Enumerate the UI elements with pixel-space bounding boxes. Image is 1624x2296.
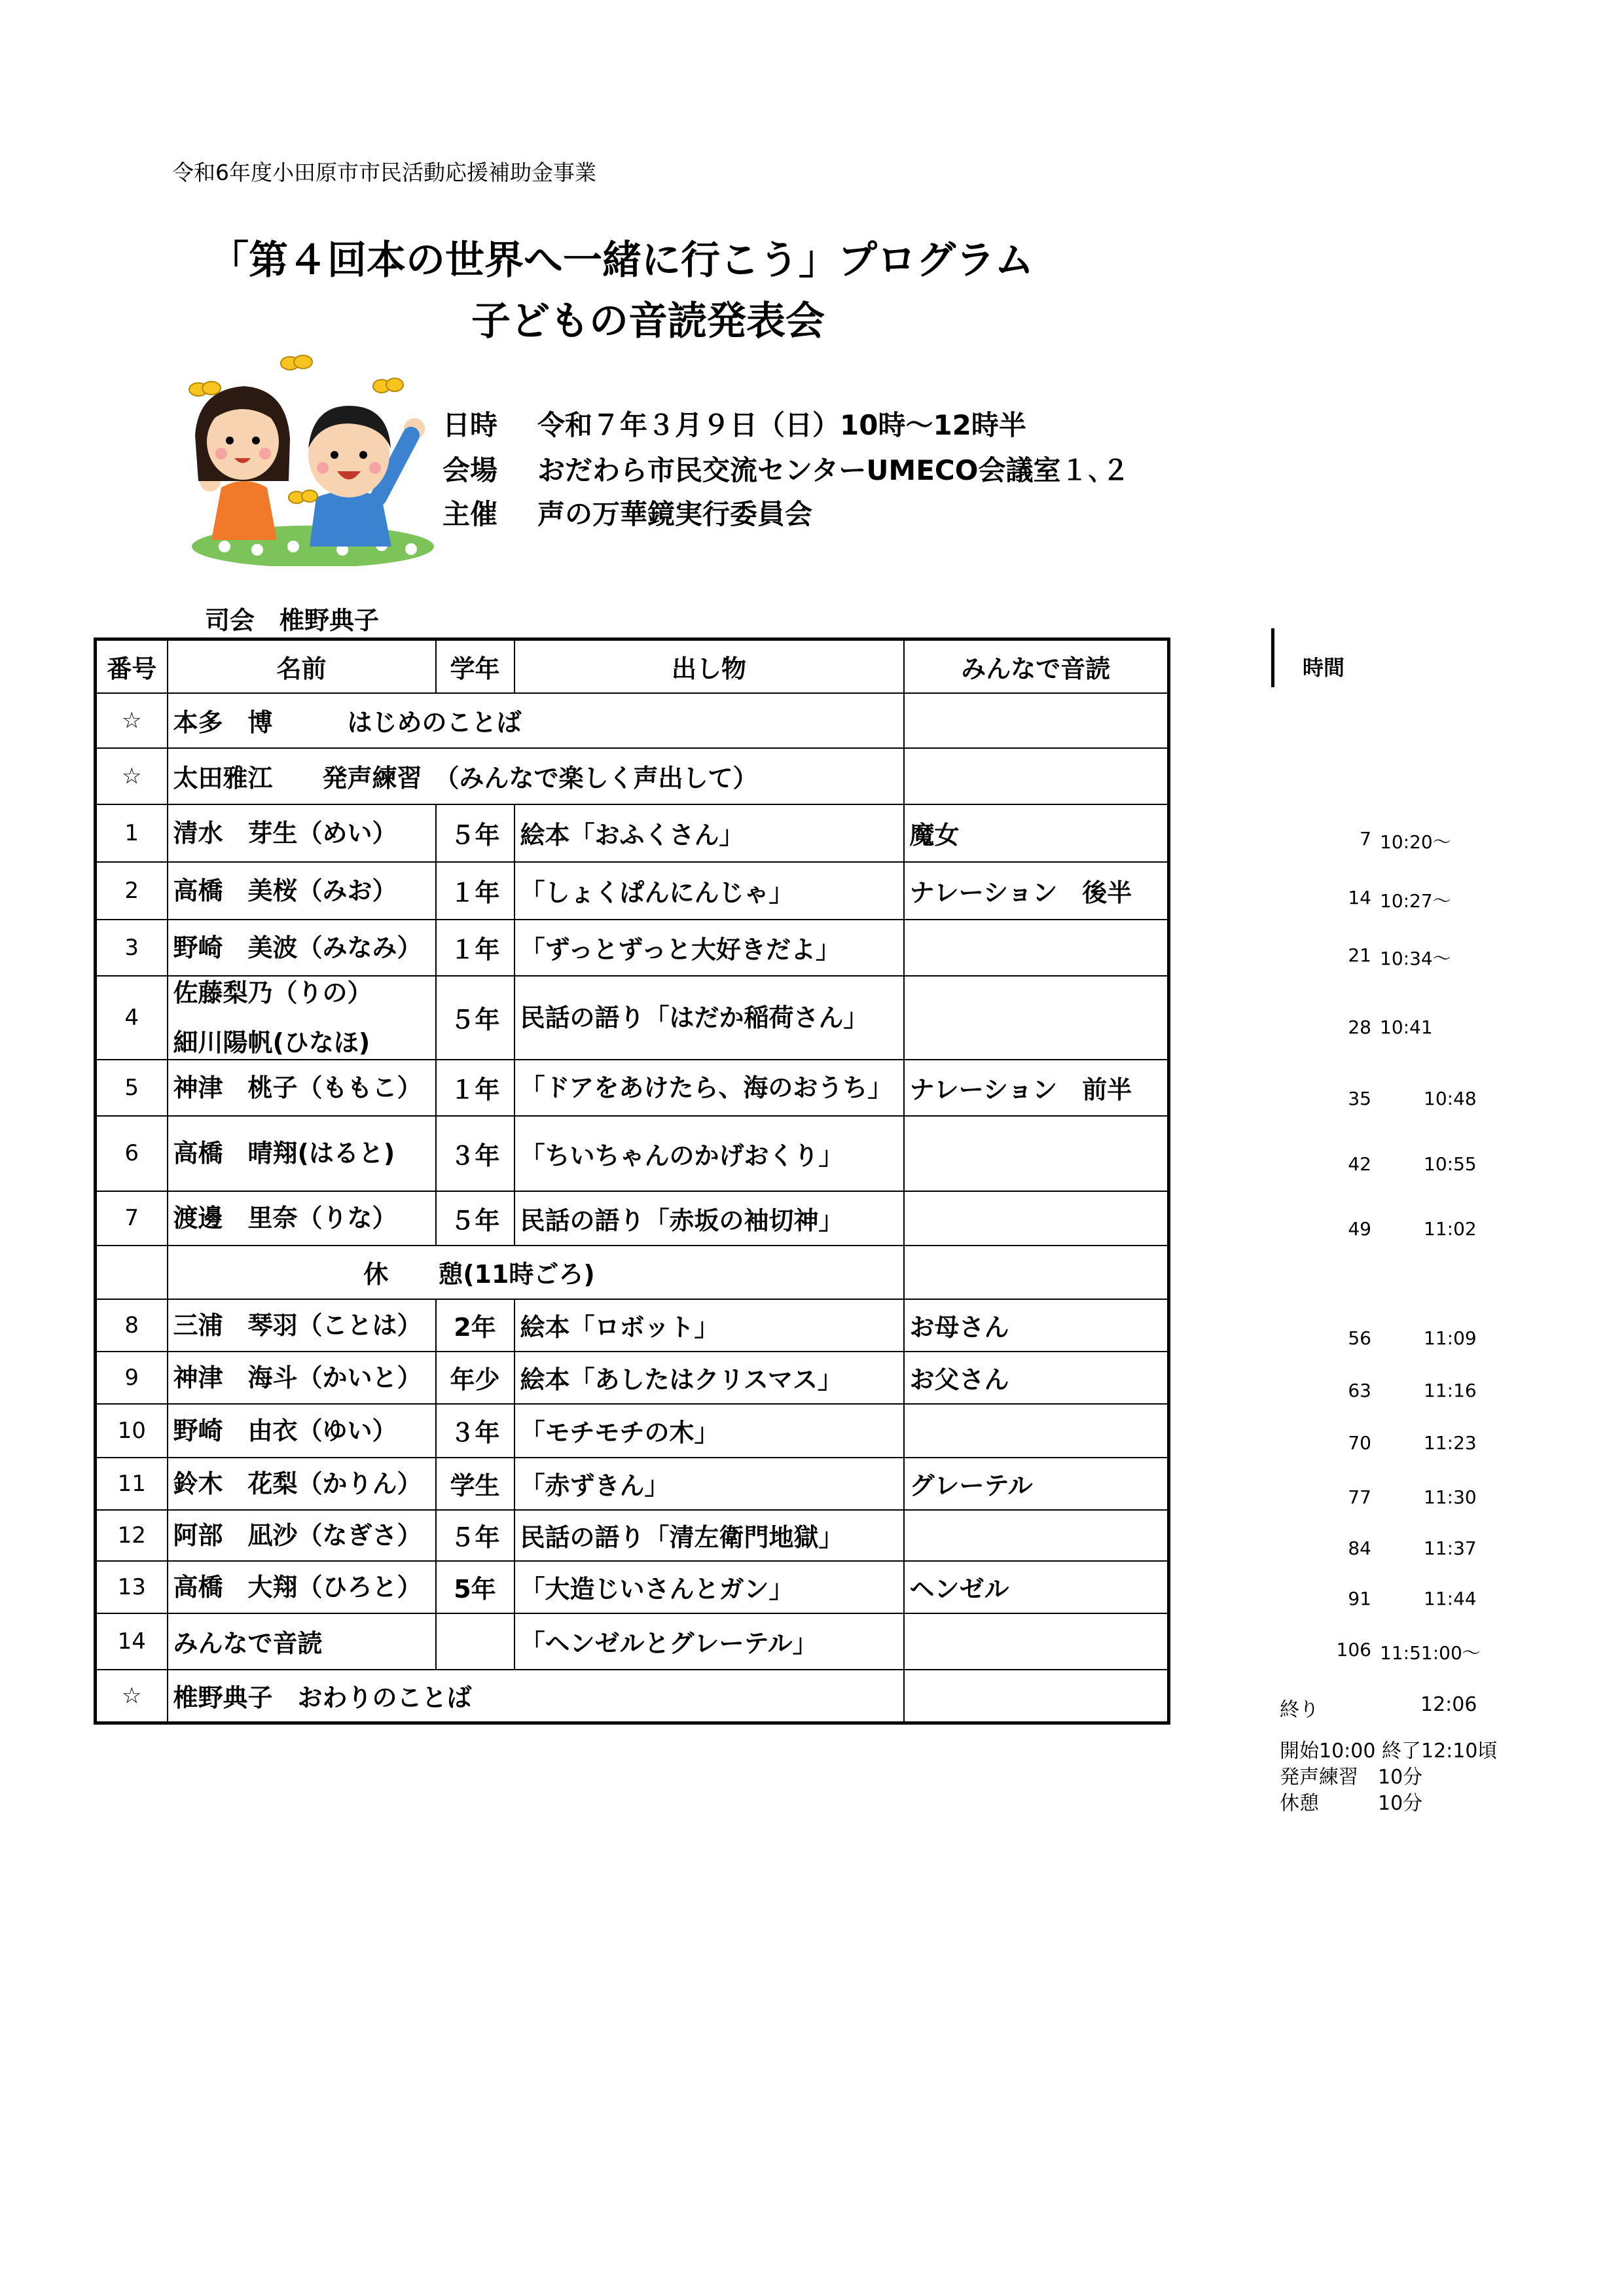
timeline-minutes: 84: [1348, 1537, 1371, 1559]
row-group: ヘンゼル: [904, 1561, 1169, 1613]
row-number: 11: [96, 1458, 168, 1510]
table-row: [96, 1246, 1169, 1299]
timeline-minutes: 14: [1348, 887, 1371, 908]
row-piece: 民話の語り「はだか稲荷さん」: [514, 976, 904, 1060]
header-name: 名前: [168, 639, 436, 693]
row-grade: ３年: [436, 1404, 514, 1458]
row-group: [904, 976, 1169, 1060]
row-number: 14: [96, 1613, 168, 1670]
row-group: グレーテル: [904, 1458, 1169, 1510]
timeline-time: 10:20～: [1380, 831, 1451, 853]
row-name: 野崎 美波（みなみ）: [168, 920, 436, 976]
row-name: 神津 海斗（かいと）: [168, 1352, 436, 1404]
row-name: 高橋 大翔（ひろと）: [168, 1561, 436, 1613]
row-span-text: 太田雅江 発声練習 （みんなで楽しく声出して）: [168, 748, 904, 804]
row-group: [904, 748, 1169, 804]
row-span-text: 椎野典子 おわりのことば: [168, 1670, 904, 1723]
timeline-time: 11:44: [1424, 1588, 1477, 1609]
note-break: 休憩 10分: [1280, 1792, 1423, 1815]
timeline-minutes: 77: [1348, 1486, 1371, 1508]
subsidy-line: 令和6年度小田原市市民活動応援補助金事業: [172, 160, 596, 185]
row-grade: １年: [436, 920, 514, 976]
table-row: [96, 1613, 1169, 1670]
end-time: 12:06: [1420, 1693, 1477, 1716]
row-group: [904, 1246, 1169, 1299]
row-group: [904, 1510, 1169, 1561]
row-span-text: 本多 博 はじめのことば: [168, 693, 904, 748]
row-group: 魔女: [904, 804, 1169, 862]
row-piece: 「ヘンゼルとグレーテル」: [514, 1613, 904, 1670]
timeline-minutes: 56: [1348, 1327, 1371, 1349]
timeline-time: 10:55: [1424, 1153, 1477, 1175]
table-row: [96, 862, 1169, 920]
row-name-1: 佐藤梨乃（りの）: [173, 978, 372, 1007]
row-name: 渡邊 里奈（りな）: [168, 1191, 436, 1246]
row-span-text: 休 憩(11時ごろ): [168, 1246, 904, 1299]
timeline-minutes: 106: [1336, 1639, 1371, 1660]
host-value: 声の万華鏡実行委員会: [537, 498, 813, 530]
row-name: 野崎 由衣（ゆい）: [168, 1404, 436, 1458]
row-grade: ５年: [436, 976, 514, 1060]
timeline-time: 10:41: [1380, 1016, 1433, 1038]
timeline-minutes: 91: [1348, 1588, 1371, 1609]
row-name: 高橋 美桜（みお）: [168, 862, 436, 920]
time-column-marker: [1271, 628, 1274, 687]
row-name: 三浦 琴羽（ことは）: [168, 1299, 436, 1352]
row-number: 9: [96, 1352, 168, 1404]
row-piece: 「赤ずきん」: [514, 1458, 904, 1510]
table-row: [96, 976, 1169, 1060]
time-header: 時間: [1303, 655, 1345, 680]
row-group: [904, 920, 1169, 976]
timeline-time: 10:27～: [1380, 890, 1451, 912]
row-group: [904, 1116, 1169, 1191]
row-piece: 「モチモチの木」: [514, 1404, 904, 1458]
mc-line: 司会 椎野典子: [205, 606, 380, 635]
row-piece: 「ドアをあけたら、海のおうち」: [514, 1060, 904, 1116]
header-no: 番号: [96, 639, 168, 693]
row-name: 清水 芽生（めい）: [168, 804, 436, 862]
table-row: [96, 1510, 1169, 1561]
row-number: 6: [96, 1116, 168, 1191]
row-group: [904, 1191, 1169, 1246]
row-piece: 「大造じいさんとガン」: [514, 1561, 904, 1613]
host-label: 主催: [442, 498, 498, 530]
row-grade: [436, 1613, 514, 1670]
table-row: [96, 693, 1169, 748]
end-label: 終り: [1280, 1698, 1319, 1721]
note-start-end: 開始10:00 終了12:10頃: [1280, 1740, 1498, 1763]
venue-value: おだわら市民交流センターUMECO会議室１､２: [537, 454, 1130, 486]
row-piece: 絵本「ロボット」: [514, 1299, 904, 1352]
table-row: [96, 1404, 1169, 1458]
venue-label: 会場: [442, 454, 498, 486]
row-grade: １年: [436, 1060, 514, 1116]
timeline-time: 11:23: [1424, 1432, 1477, 1454]
timeline-time: 11:09: [1424, 1327, 1477, 1349]
row-grade: 学生: [436, 1458, 514, 1510]
row-piece: 「ずっとずっと大好きだよ」: [514, 920, 904, 976]
row-name-2: 細川陽帆(ひなほ): [173, 1028, 370, 1057]
row-number: 7: [96, 1191, 168, 1246]
info-venue: [442, 449, 1129, 488]
timeline-minutes: 63: [1348, 1380, 1371, 1401]
row-piece: 民話の語り「赤坂の袖切神」: [514, 1191, 904, 1246]
timeline-time: 11:51:00～: [1380, 1642, 1481, 1664]
row-number: 2: [96, 862, 168, 920]
timeline-minutes: 21: [1348, 944, 1371, 966]
timeline-minutes: 35: [1348, 1088, 1371, 1109]
row-number: 10: [96, 1404, 168, 1458]
row-number: 3: [96, 920, 168, 976]
header-grade: 学年: [436, 639, 514, 693]
children-illustration: [185, 350, 437, 566]
row-grade: １年: [436, 862, 514, 920]
row-number: 8: [96, 1299, 168, 1352]
row-piece: 民話の語り「清左衛門地獄」: [514, 1510, 904, 1561]
row-group: お父さん: [904, 1352, 1169, 1404]
row-group: ナレーション 前半: [904, 1060, 1169, 1116]
timeline-minutes: 28: [1348, 1016, 1371, 1038]
table-header-row: [96, 639, 1169, 693]
row-number: 4: [96, 976, 168, 1060]
row-number: ☆: [96, 748, 168, 804]
row-name: 鈴木 花梨（かりん）: [168, 1458, 436, 1510]
page-title: 「第４回本の世界へ一緒に行こう」プログラム: [209, 238, 1034, 283]
row-group: [904, 1670, 1169, 1723]
table-row: [96, 1060, 1169, 1116]
note-warmup: 発声練習 10分: [1280, 1766, 1423, 1789]
date-label: 日時: [442, 409, 498, 441]
table-row: [96, 920, 1169, 976]
timeline-time: 10:34～: [1380, 948, 1451, 969]
row-grade: ５年: [436, 1191, 514, 1246]
row-grade: ５年: [436, 1510, 514, 1561]
timeline-time: 10:48: [1424, 1088, 1477, 1109]
row-piece: 絵本「おふくさん」: [514, 804, 904, 862]
row-name: みんなで音読: [168, 1613, 436, 1670]
date-value: 令和７年３月９日（日）10時～12時半: [537, 409, 1026, 441]
timeline-minutes: 42: [1348, 1153, 1371, 1175]
timeline-time: 11:30: [1424, 1486, 1477, 1508]
row-number: 13: [96, 1561, 168, 1613]
row-piece: 「しょくぱんにんじゃ」: [514, 862, 904, 920]
table-row: [96, 1116, 1169, 1191]
timeline-minutes: 70: [1348, 1432, 1371, 1454]
row-name: 神津 桃子（ももこ）: [168, 1060, 436, 1116]
page-subtitle: 子どもの音読発表会: [471, 298, 825, 344]
table-row: [96, 1561, 1169, 1613]
row-piece: 絵本「あしたはクリスマス」: [514, 1352, 904, 1404]
row-group: [904, 1613, 1169, 1670]
row-number: 12: [96, 1510, 168, 1561]
row-name: [168, 976, 436, 1060]
row-number: 5: [96, 1060, 168, 1116]
row-group: ナレーション 後半: [904, 862, 1169, 920]
timeline-time: 11:37: [1424, 1537, 1477, 1559]
timeline-minutes: 7: [1360, 828, 1371, 850]
row-group: お母さん: [904, 1299, 1169, 1352]
program-table: [94, 637, 1170, 1725]
row-grade: 2年: [436, 1299, 514, 1352]
timeline-time: 11:16: [1424, 1380, 1477, 1401]
row-name: 阿部 凪沙（なぎさ）: [168, 1510, 436, 1561]
table-row: [96, 748, 1169, 804]
table-row: [96, 1191, 1169, 1246]
row-grade: 年少: [436, 1352, 514, 1404]
table-row: [96, 1670, 1169, 1723]
row-number: ☆: [96, 693, 168, 748]
row-group: [904, 693, 1169, 748]
table-row: [96, 1352, 1169, 1404]
row-grade: 5年: [436, 1561, 514, 1613]
row-number: 1: [96, 804, 168, 862]
row-number: ☆: [96, 1670, 168, 1723]
info-date: [442, 404, 1026, 443]
table-row: [96, 1299, 1169, 1352]
timeline-minutes: 49: [1348, 1218, 1371, 1240]
table-row: [96, 804, 1169, 862]
row-name: 高橋 晴翔(はると): [168, 1116, 436, 1191]
info-host: [442, 493, 812, 532]
row-number: [96, 1246, 168, 1299]
row-grade: ５年: [436, 804, 514, 862]
header-piece: 出し物: [514, 639, 904, 693]
header-group: みんなで音読: [904, 639, 1169, 693]
row-grade: ３年: [436, 1116, 514, 1191]
table-row: [96, 1458, 1169, 1510]
row-piece: 「ちいちゃんのかげおくり」: [514, 1116, 904, 1191]
row-group: [904, 1404, 1169, 1458]
timeline-time: 11:02: [1424, 1218, 1477, 1240]
